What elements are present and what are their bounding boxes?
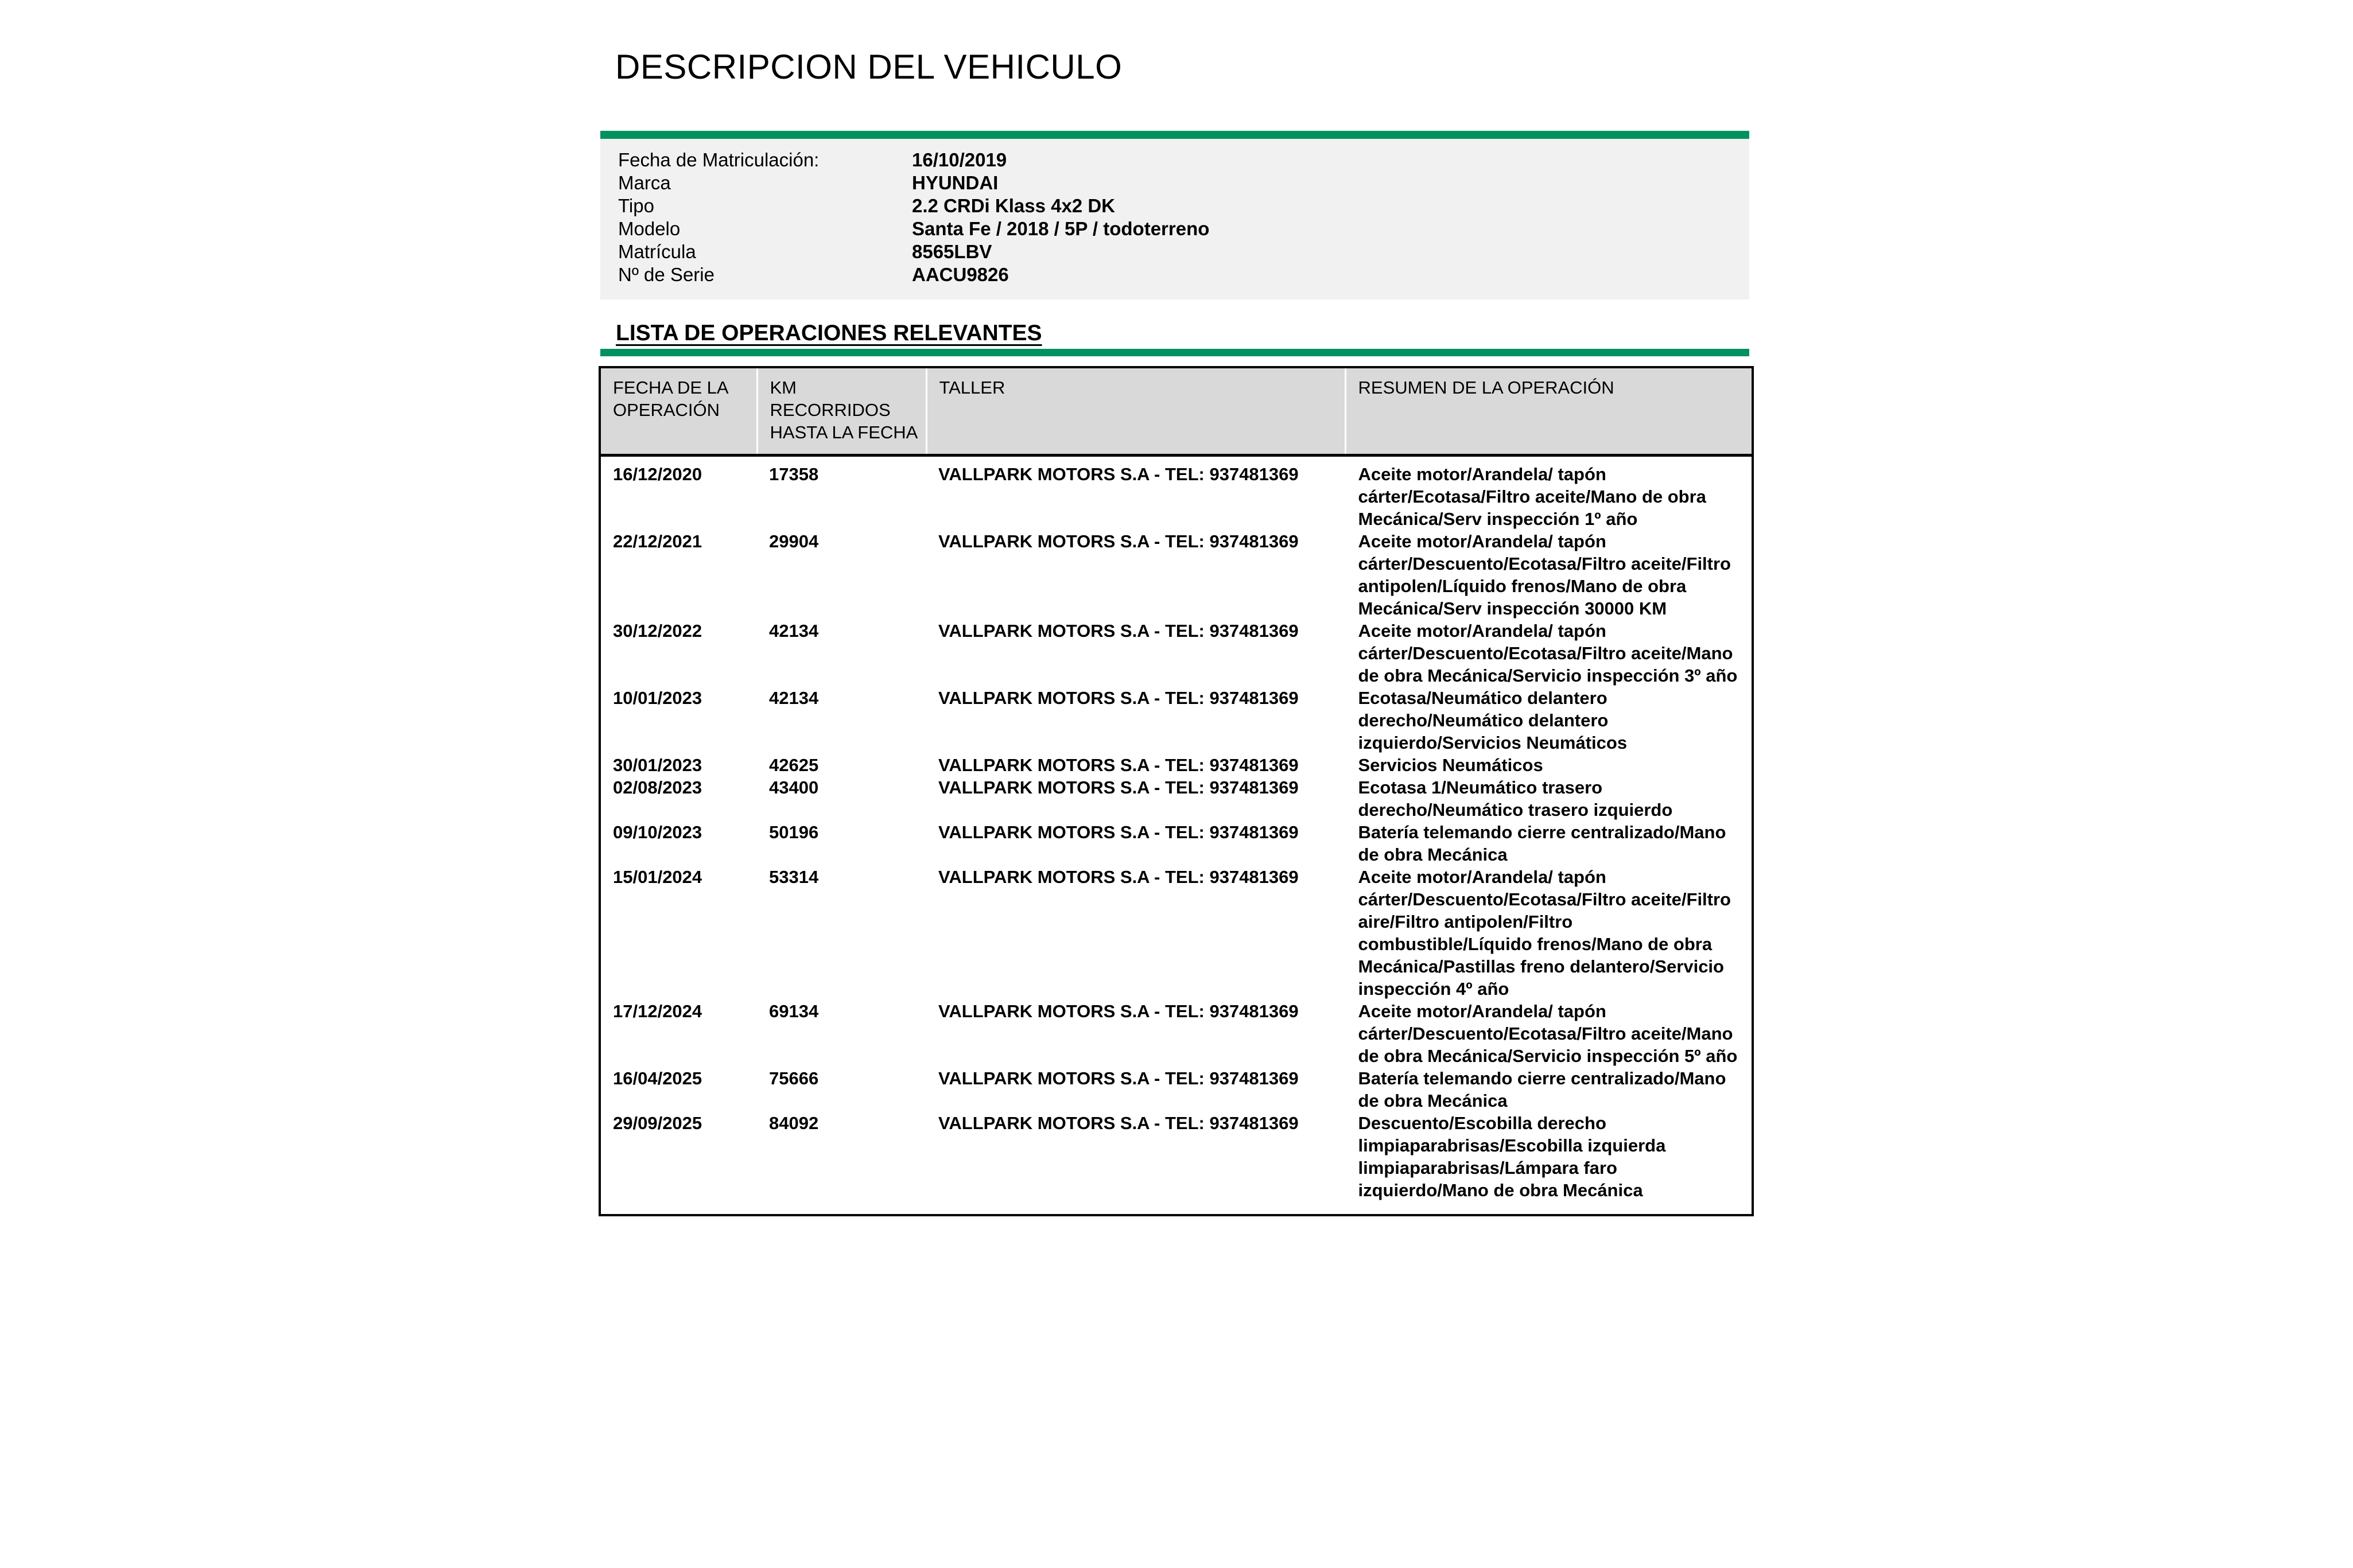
- cell-km: 50196: [757, 821, 926, 866]
- cell-date: 09/10/2023: [601, 821, 757, 866]
- cell-summary: Batería telemando cierre centralizado/Mano de obra Mecánica: [1345, 1067, 1752, 1112]
- vehicle-info-value: 8565LBV: [912, 241, 992, 262]
- cell-workshop: VALLPARK MOTORS S.A - TEL: 937481369: [926, 1112, 1345, 1214]
- cell-summary: Aceite motor/Arandela/ tapón cárter/Ecotasa/Filtro aceite/Mano de obra Mecánica/Serv inspección 1º año: [1345, 456, 1752, 531]
- cell-workshop: VALLPARK MOTORS S.A - TEL: 937481369: [926, 687, 1345, 754]
- vehicle-info-row: [600, 172, 1749, 195]
- table-body: [601, 456, 1752, 1215]
- table-header-row: [601, 368, 1752, 456]
- cell-summary: Aceite motor/Arandela/ tapón cárter/Descuento/Ecotasa/Filtro aceite/Filtro antipolen/Líquido frenos/Mano de obra Mecánica/Serv inspección 30000 KM: [1345, 530, 1752, 620]
- section-heading-operations: LISTA DE OPERACIONES RELEVANTES: [616, 321, 1042, 346]
- vehicle-info-label: Marca: [618, 172, 671, 193]
- column-header-date: FECHA DE LA OPERACIÓN: [601, 368, 757, 456]
- vehicle-info-rows: [600, 139, 1749, 299]
- cell-workshop: VALLPARK MOTORS S.A - TEL: 937481369: [926, 620, 1345, 687]
- vehicle-info-value: AACU9826: [912, 264, 1009, 285]
- table-row: [601, 530, 1752, 620]
- vehicle-info-value: 2.2 CRDi Klass 4x2 DK: [912, 195, 1115, 216]
- cell-summary: Aceite motor/Arandela/ tapón cárter/Descuento/Ecotasa/Filtro aceite/Filtro aire/Filtro antipolen/Filtro combustible/Líquido frenos/Mano de obra Mecánica/Pastillas freno delantero/Servicio inspección 4º año: [1345, 866, 1752, 1000]
- table-row: [601, 620, 1752, 687]
- cell-km: 42134: [757, 687, 926, 754]
- cell-workshop: VALLPARK MOTORS S.A - TEL: 937481369: [926, 530, 1345, 620]
- vehicle-info-row: [600, 241, 1749, 264]
- vehicle-info-panel: [600, 131, 1749, 299]
- operations-table: [601, 368, 1752, 1214]
- vehicle-info-label: Tipo: [618, 195, 654, 216]
- cell-date: 16/04/2025: [601, 1067, 757, 1112]
- cell-date: 22/12/2021: [601, 530, 757, 620]
- vehicle-info-value: HYUNDAI: [912, 172, 999, 193]
- cell-km: 84092: [757, 1112, 926, 1214]
- cell-date: 30/01/2023: [601, 754, 757, 776]
- cell-workshop: VALLPARK MOTORS S.A - TEL: 937481369: [926, 776, 1345, 821]
- operations-table-container: [599, 366, 1754, 1216]
- cell-km: 75666: [757, 1067, 926, 1112]
- vehicle-info-label: Nº de Serie: [618, 264, 715, 285]
- table-row: [601, 754, 1752, 776]
- cell-km: 53314: [757, 866, 926, 1000]
- column-header-summary: RESUMEN DE LA OPERACIÓN: [1345, 368, 1752, 456]
- cell-km: 43400: [757, 776, 926, 821]
- table-row: [601, 821, 1752, 866]
- table-row: [601, 456, 1752, 531]
- table-row: [601, 687, 1752, 754]
- cell-summary: Servicios Neumáticos: [1345, 754, 1752, 776]
- column-header-workshop: TALLER: [926, 368, 1345, 456]
- table-header: [601, 368, 1752, 456]
- cell-date: 16/12/2020: [601, 456, 757, 531]
- cell-workshop: VALLPARK MOTORS S.A - TEL: 937481369: [926, 1067, 1345, 1112]
- cell-date: 30/12/2022: [601, 620, 757, 687]
- cell-km: 69134: [757, 1000, 926, 1067]
- vehicle-info-label: Fecha de Matriculación:: [618, 149, 820, 170]
- cell-summary: Descuento/Escobilla derecho limpiaparabrisas/Escobilla izquierda limpiaparabrisas/Lámpara faro izquierdo/Mano de obra Mecánica: [1345, 1112, 1752, 1214]
- cell-summary: Batería telemando cierre centralizado/Mano de obra Mecánica: [1345, 821, 1752, 866]
- cell-summary: Ecotasa 1/Neumático trasero derecho/Neumático trasero izquierdo: [1345, 776, 1752, 821]
- table-row: [601, 866, 1752, 1000]
- accent-rule-table: [600, 349, 1749, 356]
- column-header-km: KM RECORRIDOS HASTA LA FECHA: [757, 368, 926, 456]
- cell-workshop: VALLPARK MOTORS S.A - TEL: 937481369: [926, 821, 1345, 866]
- vehicle-info-value: Santa Fe / 2018 / 5P / todoterreno: [912, 218, 1210, 239]
- cell-date: 17/12/2024: [601, 1000, 757, 1067]
- cell-date: 29/09/2025: [601, 1112, 757, 1214]
- table-row: [601, 1067, 1752, 1112]
- cell-summary: Aceite motor/Arandela/ tapón cárter/Descuento/Ecotasa/Filtro aceite/Mano de obra Mecánica/Servicio inspección 3º año: [1345, 620, 1752, 687]
- cell-km: 29904: [757, 530, 926, 620]
- cell-summary: Ecotasa/Neumático delantero derecho/Neumático delantero izquierdo/Servicios Neumáticos: [1345, 687, 1752, 754]
- cell-workshop: VALLPARK MOTORS S.A - TEL: 937481369: [926, 1000, 1345, 1067]
- cell-km: 42625: [757, 754, 926, 776]
- cell-date: 10/01/2023: [601, 687, 757, 754]
- vehicle-info-row: [600, 264, 1749, 287]
- cell-workshop: VALLPARK MOTORS S.A - TEL: 937481369: [926, 866, 1345, 1000]
- table-row: [601, 776, 1752, 821]
- cell-date: 02/08/2023: [601, 776, 757, 821]
- vehicle-info-row: [600, 149, 1749, 172]
- vehicle-info-value: 16/10/2019: [912, 149, 1007, 170]
- vehicle-info-label: Matrícula: [618, 241, 696, 262]
- cell-workshop: VALLPARK MOTORS S.A - TEL: 937481369: [926, 456, 1345, 531]
- cell-km: 17358: [757, 456, 926, 531]
- vehicle-info-row: [600, 218, 1749, 241]
- table-row: [601, 1112, 1752, 1214]
- table-row: [601, 1000, 1752, 1067]
- cell-summary: Aceite motor/Arandela/ tapón cárter/Descuento/Ecotasa/Filtro aceite/Mano de obra Mecánica/Servicio inspección 5º año: [1345, 1000, 1752, 1067]
- vehicle-info-row: [600, 195, 1749, 218]
- cell-date: 15/01/2024: [601, 866, 757, 1000]
- cell-km: 42134: [757, 620, 926, 687]
- vehicle-info-label: Modelo: [618, 218, 681, 239]
- accent-rule-top: [600, 131, 1749, 139]
- page-title: DESCRIPCION DEL VEHICULO: [615, 48, 1123, 87]
- cell-workshop: VALLPARK MOTORS S.A - TEL: 937481369: [926, 754, 1345, 776]
